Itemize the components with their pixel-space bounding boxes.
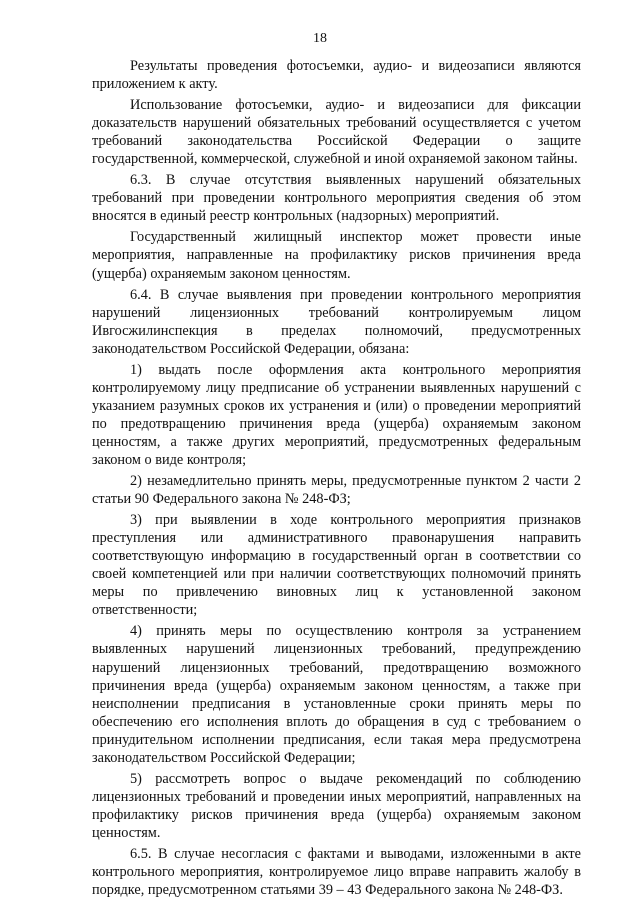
paragraph-6-3: 6.3. В случае отсутствия выявленных нарушений обязательных требований при проведении контрольного мероприятия сведения об этом вносятся в единый реестр контрольных (надзорных) мероприятий. [92,172,581,225]
paragraph-item-4: 4) принять меры по осуществлению контроля за устранением выявленных нарушений лицензионных требований, предупреждению нарушений лицензионных требований, предотвращению возможного причинения вреда (ущерба) охраняемым законом ценностям, а также при неисполнении предписания в установленные сроки принять меры по обеспечению его исполнения вплоть до обращения в суд с требованием о принудительном исполнении предписания, если такая мера предусмотрена законодательством Российской Федерации; [92,623,581,766]
paragraph-item-3: 3) при выявлении в ходе контрольного мероприятия признаков преступления или административного правонарушения направить соответствующую информацию в государственный орган в соответствии со своей компетенцией или при наличии соответствующих полномочий принять меры по привлечению виновных лиц к установленной законом ответственности; [92,512,581,619]
paragraph-item-1: 1) выдать после оформления акта контрольного мероприятия контролируемому лицу предписание об устранении выявленных нарушений с указанием разумных сроков их устранения и (или) о проведении мероприятий по предотвращению причинения вреда (ущерба) охраняемым законом ценностям, а также других мероприятий, предусмотренных федеральным законом о виде контроля; [92,361,581,468]
paragraph-item-5: 5) рассмотреть вопрос о выдаче рекомендаций по соблюдению лицензионных требований и проведении иных мероприятий, направленных на профилактику рисков причинения вреда (ущерба) охраняемым законом ценностям. [92,770,581,841]
paragraph-inspector-measures: Государственный жилищный инспектор может провести иные мероприятия, направленные на профилактику рисков причинения вреда (ущерба) охраняемым законом ценностям. [92,229,581,282]
paragraph-item-2: 2) незамедлительно принять меры, предусмотренные пунктом 2 части 2 статьи 90 Федерального закона № 248-ФЗ; [92,473,581,508]
document-body [92,57,581,899]
paragraph-6-5: 6.5. В случае несогласия с фактами и выводами, изложенными в акте контрольного мероприятия, контролируемое лицо вправе направить жалобу в порядке, предусмотренном статьями 39 – 43 Федерального закона № 248-ФЗ. [92,845,581,899]
paragraph-6-4: 6.4. В случае выявления при проведении контрольного мероприятия нарушений лицензионных требований контролируемым лицом Ивгосжилинспекция в пределах полномочий, предусмотренных законодательством Российской Федерации, обязана: [92,286,581,357]
page-number: 18 [313,31,327,46]
paragraph-photo-results: Результаты проведения фотосъемки, аудио- и видеозаписи являются приложением к акту. [92,58,581,93]
paragraph-photo-usage: Использование фотосъемки, аудио- и видеозаписи для фиксации доказательств нарушений обязательных требований осуществляется с учетом требований законодательства Российской Федерации о защите государственной, коммерческой, служебной и иной охраняемой законом тайны. [92,97,581,168]
